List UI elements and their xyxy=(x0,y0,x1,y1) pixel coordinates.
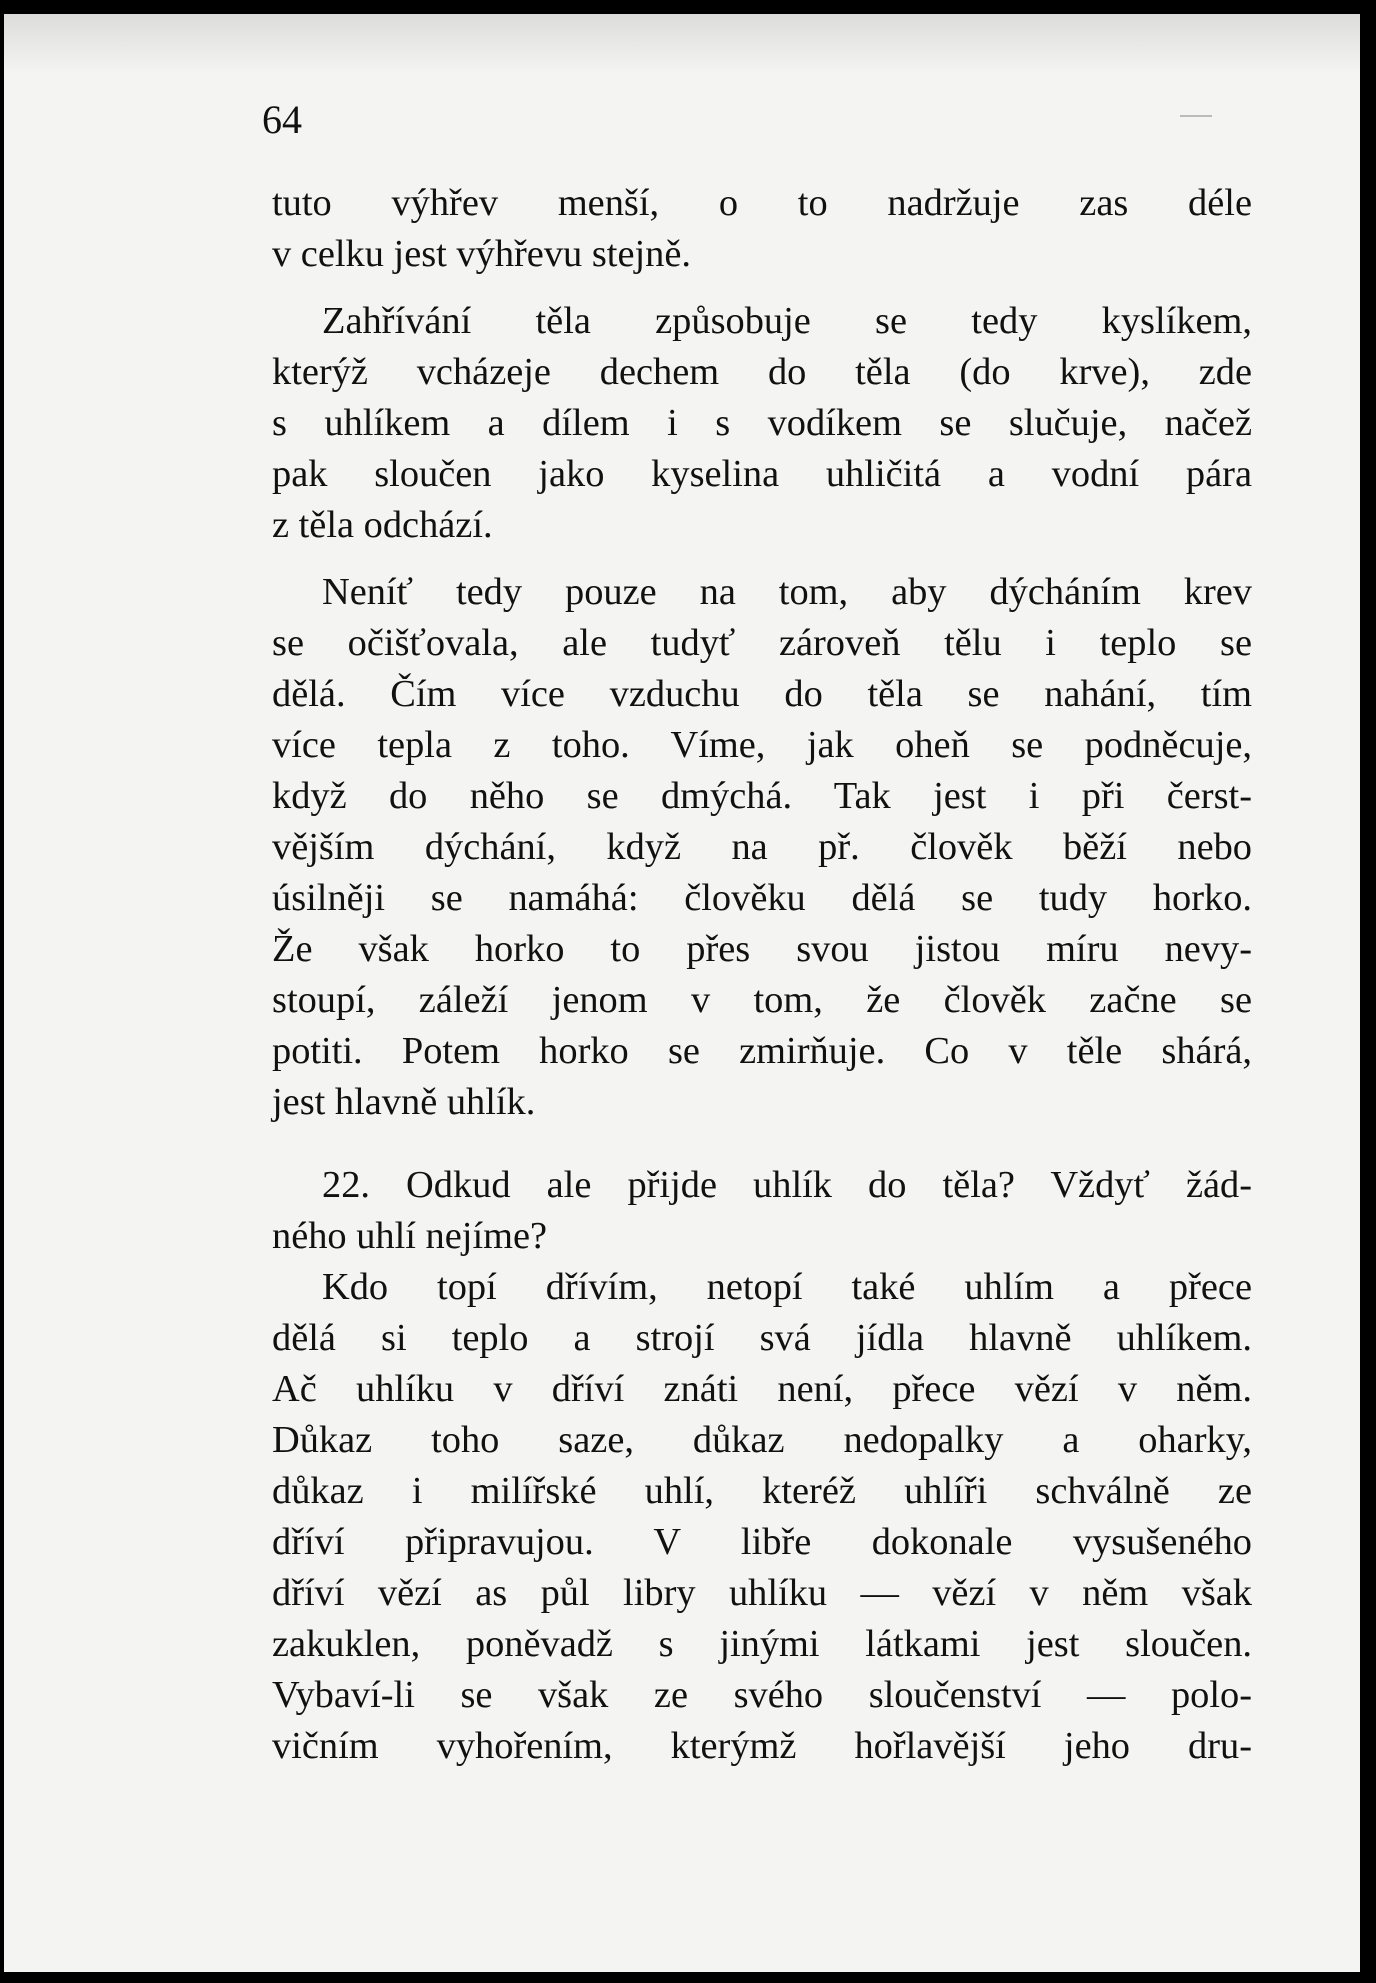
text-line: ného uhlí nejíme? xyxy=(272,1215,548,1257)
text-line: v celku jest výhřevu stejně. xyxy=(272,233,691,275)
text-line: stoupí, záleží jenom v tom, že člověk začne se xyxy=(272,979,1252,1021)
text-line: s uhlíkem a dílem i s vodíkem se slučuje, načež xyxy=(272,402,1252,444)
text-line: z těla odchází. xyxy=(272,504,493,546)
text-line: Ač uhlíku v dříví znáti není, přece vězí v něm. xyxy=(272,1368,1252,1410)
text-line: kterýž vcházeje dechem do těla (do krve), zde xyxy=(272,351,1252,393)
text-line: úsilněji se namáhá: člověku dělá se tudy horko. xyxy=(272,877,1252,919)
text-line: vičním vyhořením, kterýmž hořlavější jeho dru- xyxy=(272,1725,1252,1767)
text-line: Že však horko to přes svou jistou míru nevy- xyxy=(272,928,1252,970)
paragraph xyxy=(272,1262,1252,1772)
page-number: 64 xyxy=(262,97,302,142)
text-line: dělá si teplo a strojí svá jídla hlavně uhlíkem. xyxy=(272,1317,1252,1359)
text-line: Kdo topí dřívím, netopí také uhlím a přece xyxy=(322,1266,1252,1308)
text-line: dělá. Čím více vzduchu do těla se nahání, tím xyxy=(272,673,1252,715)
text-line: Vybaví-li se však ze svého sloučenství — polo- xyxy=(272,1674,1252,1716)
text-line: Důkaz toho saze, důkaz nedopalky a oharky, xyxy=(272,1419,1252,1461)
text-line: Zahřívání těla způsobuje se tedy kyslíkem, xyxy=(322,300,1252,342)
text-line: vějším dýchání, když na př. člověk běží nebo xyxy=(272,826,1252,868)
text-line: dříví vězí as půl libry uhlíku — vězí v něm však xyxy=(272,1572,1252,1614)
paragraph xyxy=(272,178,1252,280)
page-body xyxy=(272,178,1252,1772)
text-line: Neníť tedy pouze na tom, aby dýcháním krev xyxy=(322,571,1252,613)
text-line: pak sloučen jako kyselina uhličitá a vodní pára xyxy=(272,453,1252,495)
paragraph xyxy=(272,567,1252,1128)
text-line: tuto výhřev menší, o to nadržuje zas déle xyxy=(272,182,1252,224)
text-line: se očišťovala, ale tudyť zároveň tělu i teplo se xyxy=(272,622,1252,664)
scan-shadow xyxy=(4,14,1360,74)
text-line: dříví připravujou. V libře dokonale vysušeného xyxy=(272,1521,1252,1563)
text-line: jest hlavně uhlík. xyxy=(272,1081,536,1123)
text-line: když do něho se dmýchá. Tak jest i při čerst- xyxy=(272,775,1252,817)
text-line: 22. Odkud ale přijde uhlík do těla? Vždyť žád- xyxy=(322,1164,1252,1206)
header-mark xyxy=(1180,115,1212,117)
section-paragraph xyxy=(272,1160,1252,1262)
text-line: zakuklen, poněvadž s jinými látkami jest sloučen. xyxy=(272,1623,1252,1665)
text-line: potiti. Potem horko se zmirňuje. Co v těle shárá, xyxy=(272,1030,1252,1072)
text-line: důkaz i milířské uhlí, kteréž uhlíři schválně ze xyxy=(272,1470,1252,1512)
paragraph xyxy=(272,296,1252,551)
text-line: více tepla z toho. Víme, jak oheň se podněcuje, xyxy=(272,724,1252,766)
